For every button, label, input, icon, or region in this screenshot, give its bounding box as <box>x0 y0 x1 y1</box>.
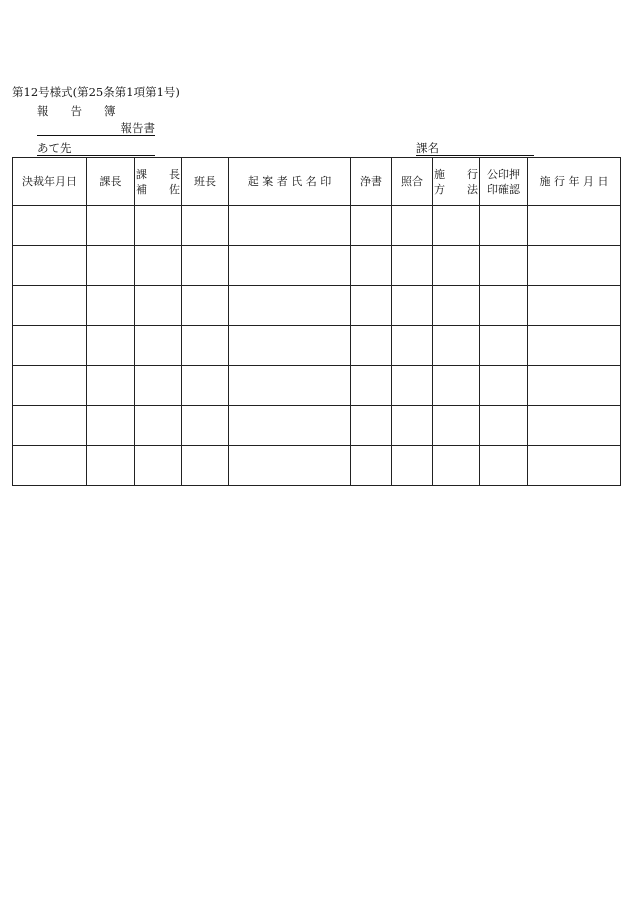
table-row <box>13 286 621 326</box>
cell-section-chief[interactable] <box>87 286 135 326</box>
cell-assistant-chief[interactable] <box>135 246 182 286</box>
cell-verification[interactable] <box>392 206 433 246</box>
cell-official-seal-check[interactable] <box>480 206 528 246</box>
cell-decision-date[interactable] <box>13 326 87 366</box>
header-decision-date: 決裁年月日 <box>13 158 87 206</box>
cell-enforcement-method[interactable] <box>433 326 480 366</box>
cell-decision-date[interactable] <box>13 366 87 406</box>
cell-verification[interactable] <box>392 326 433 366</box>
cell-clean-copy[interactable] <box>351 246 392 286</box>
section-line <box>416 141 534 156</box>
cell-clean-copy[interactable] <box>351 286 392 326</box>
cell-enforcement-date[interactable] <box>528 206 621 246</box>
cell-drafter-name-seal[interactable] <box>229 206 351 246</box>
cell-verification[interactable] <box>392 286 433 326</box>
cell-verification[interactable] <box>392 366 433 406</box>
cell-team-leader[interactable] <box>182 406 229 446</box>
cell-team-leader[interactable] <box>182 366 229 406</box>
cell-drafter-name-seal[interactable] <box>229 446 351 486</box>
cell-verification[interactable] <box>392 406 433 446</box>
cell-team-leader[interactable] <box>182 206 229 246</box>
cell-clean-copy[interactable] <box>351 446 392 486</box>
cell-official-seal-check[interactable] <box>480 246 528 286</box>
cell-enforcement-method[interactable] <box>433 246 480 286</box>
header-official-seal-check: 公印押 印確認 <box>480 158 528 206</box>
cell-enforcement-date[interactable] <box>528 366 621 406</box>
cell-enforcement-date[interactable] <box>528 406 621 446</box>
cell-drafter-name-seal[interactable] <box>229 286 351 326</box>
cell-official-seal-check[interactable] <box>480 406 528 446</box>
header-verification: 照合 <box>392 158 433 206</box>
cell-verification[interactable] <box>392 246 433 286</box>
cell-official-seal-check[interactable] <box>480 326 528 366</box>
cell-assistant-chief[interactable] <box>135 326 182 366</box>
cell-official-seal-check[interactable] <box>480 286 528 326</box>
header-row <box>13 158 621 206</box>
report-ledger-table <box>12 157 621 486</box>
table-row <box>13 206 621 246</box>
cell-drafter-name-seal[interactable] <box>229 366 351 406</box>
header-enforcement-date: 施 行 年 月 日 <box>528 158 621 206</box>
cell-enforcement-date[interactable] <box>528 446 621 486</box>
book-title: 報告簿 <box>37 104 138 118</box>
form-number: 第12号様式(第25条第1項第1号) <box>12 85 180 99</box>
cell-enforcement-date[interactable] <box>528 286 621 326</box>
cell-clean-copy[interactable] <box>351 366 392 406</box>
destination-label: あて先 <box>37 141 72 155</box>
cell-decision-date[interactable] <box>13 406 87 446</box>
cell-decision-date[interactable] <box>13 206 87 246</box>
cell-clean-copy[interactable] <box>351 406 392 446</box>
header-clean-copy: 浄書 <box>351 158 392 206</box>
cell-section-chief[interactable] <box>87 206 135 246</box>
cell-drafter-name-seal[interactable] <box>229 406 351 446</box>
cell-assistant-chief[interactable] <box>135 366 182 406</box>
cell-enforcement-method[interactable] <box>433 446 480 486</box>
cell-enforcement-method[interactable] <box>433 286 480 326</box>
cell-verification[interactable] <box>392 446 433 486</box>
cell-decision-date[interactable] <box>13 246 87 286</box>
cell-enforcement-method[interactable] <box>433 206 480 246</box>
header-team-leader: 班長 <box>182 158 229 206</box>
table-row <box>13 326 621 366</box>
cell-team-leader[interactable] <box>182 326 229 366</box>
cell-drafter-name-seal[interactable] <box>229 246 351 286</box>
cell-section-chief[interactable] <box>87 366 135 406</box>
cell-clean-copy[interactable] <box>351 326 392 366</box>
table-row <box>13 366 621 406</box>
header-assistant-chief: 課 長 補 佐 <box>135 158 182 206</box>
cell-team-leader[interactable] <box>182 246 229 286</box>
cell-section-chief[interactable] <box>87 406 135 446</box>
cell-enforcement-date[interactable] <box>528 326 621 366</box>
cell-clean-copy[interactable] <box>351 206 392 246</box>
cell-assistant-chief[interactable] <box>135 446 182 486</box>
cell-team-leader[interactable] <box>182 446 229 486</box>
destination-line <box>37 141 155 156</box>
header-enforcement-method: 施 行 方 法 <box>433 158 480 206</box>
report-line <box>37 121 155 136</box>
cell-assistant-chief[interactable] <box>135 406 182 446</box>
cell-section-chief[interactable] <box>87 446 135 486</box>
report-label: 報告書 <box>120 121 155 135</box>
cell-decision-date[interactable] <box>13 286 87 326</box>
cell-assistant-chief[interactable] <box>135 286 182 326</box>
cell-section-chief[interactable] <box>87 246 135 286</box>
cell-enforcement-method[interactable] <box>433 406 480 446</box>
table-row <box>13 246 621 286</box>
cell-decision-date[interactable] <box>13 446 87 486</box>
cell-assistant-chief[interactable] <box>135 206 182 246</box>
cell-drafter-name-seal[interactable] <box>229 326 351 366</box>
header-section-chief: 課長 <box>87 158 135 206</box>
section-label: 課名 <box>416 141 439 155</box>
cell-enforcement-date[interactable] <box>528 246 621 286</box>
cell-section-chief[interactable] <box>87 326 135 366</box>
cell-team-leader[interactable] <box>182 286 229 326</box>
table-row <box>13 446 621 486</box>
table-row <box>13 406 621 446</box>
cell-official-seal-check[interactable] <box>480 446 528 486</box>
header-drafter-name-seal: 起 案 者 氏 名 印 <box>229 158 351 206</box>
cell-official-seal-check[interactable] <box>480 366 528 406</box>
cell-enforcement-method[interactable] <box>433 366 480 406</box>
